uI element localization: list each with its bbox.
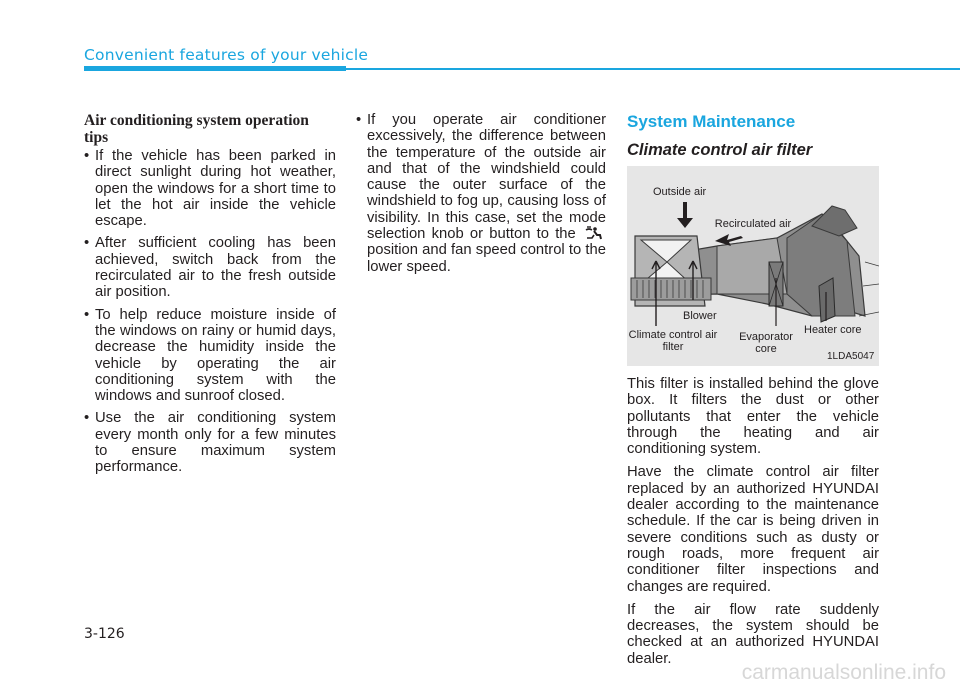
evaporator-core-label: Evaporator core <box>739 331 793 355</box>
list-item: • To help reduce moisture inside of the windows on rainy or humid days, decrease the humidity inside the vehicle by operating the air conditioning system with the windows and sunroof closed. <box>84 306 336 405</box>
figure-code: 1LDA5047 <box>827 351 875 362</box>
list-item: • Use the air conditioning system every month only for a few minutes to ensure maximum system performance. <box>84 410 336 476</box>
list-item: • If the vehicle has been parked in direct sunlight during hot weather, open the windows for a short time to let the hot air inside the vehicle escape. <box>84 148 336 230</box>
watermark: carmanualsonline.info <box>741 661 946 684</box>
header-accent-bar <box>84 66 346 71</box>
airflow-check-paragraph: If the air flow rate suddenly decreases, the system should be checked at an authorized HYUNDAI dealer. <box>627 601 879 667</box>
fog-warning-list <box>356 112 606 275</box>
recirculated-air-label: Recirculated air <box>714 218 792 230</box>
column-right <box>627 112 879 674</box>
climate-control-air-filter-label: Climate control air filter <box>628 329 718 353</box>
air-filter-diagram <box>627 166 879 366</box>
list-item: • After sufficient cooling has been achieved, switch back from the recirculated air to the fresh outside air position. <box>84 235 336 301</box>
ac-tips-list <box>84 148 336 476</box>
subsection-title: Climate control air filter <box>627 141 813 159</box>
ac-tips-heading: Air conditioning system operation tips <box>84 112 309 146</box>
page-number: 3-126 <box>84 626 125 642</box>
header-rule <box>346 68 960 70</box>
blower-label: Blower <box>683 310 717 322</box>
chapter-title: Convenient features of your vehicle <box>84 46 369 64</box>
defrost-floor-mode-icon <box>584 226 604 240</box>
section-title: System Maintenance <box>627 112 796 131</box>
filter-location-paragraph: This filter is installed behind the glove box. It filters the dust or other pollutants that enter the vehicle through the heating and air conditioning system. <box>627 376 879 458</box>
filter-replacement-paragraph: Have the climate control air filter replaced by an authorized HYUNDAI dealer according to the maintenance schedule. If the car is being driven in severe conditions such as dusty or rough roads, more frequent air conditioner filter inspections and changes are required. <box>627 464 879 595</box>
column-left <box>84 112 336 482</box>
column-middle <box>356 112 606 281</box>
outside-air-label: Outside air <box>653 186 707 198</box>
list-item: • If you operate air conditioner excessively, the difference between the temperature of the outside air and that of the windshield could cause the outer surface of the windshield to fog up, causing loss of visibility. In this case, set the mode selection knob or button to the position and fan speed control to the lower speed. <box>356 112 606 275</box>
heater-core-label: Heater core <box>804 324 862 336</box>
